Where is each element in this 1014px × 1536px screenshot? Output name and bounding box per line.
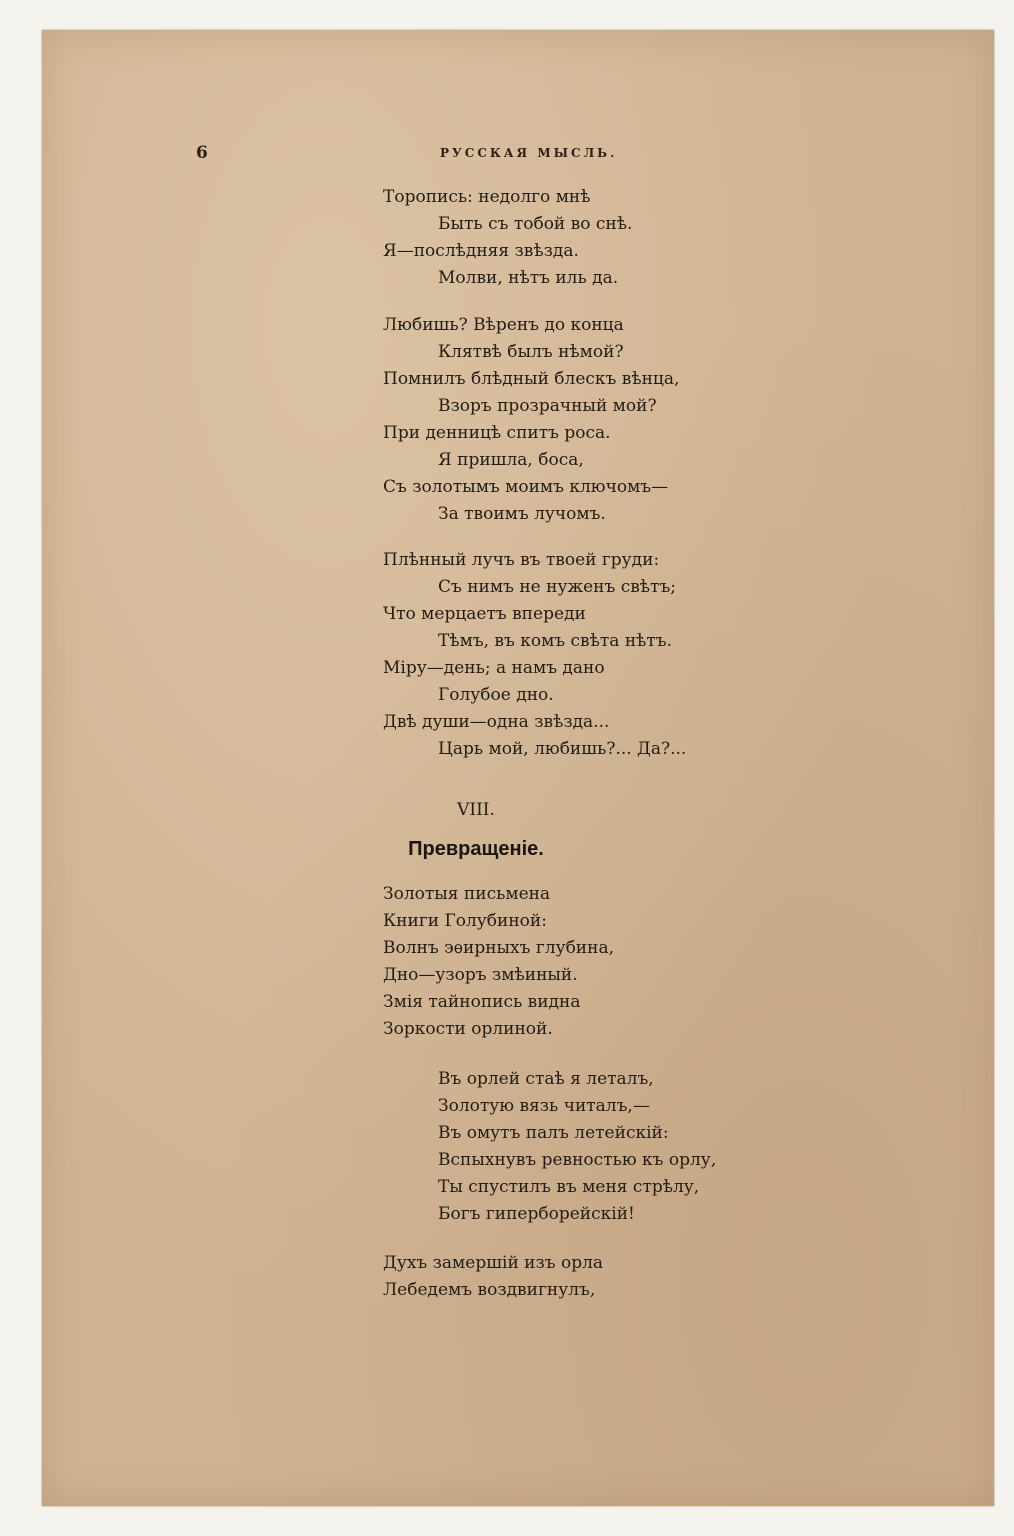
stanza-1 bbox=[383, 184, 632, 292]
section-title: Превращеніе. bbox=[408, 838, 544, 860]
verse-line: Духъ замершій изъ орла bbox=[383, 1253, 604, 1273]
verse-line: Быть съ тобой во снѣ. bbox=[438, 214, 633, 234]
verse-line: Змія тайнопись видна bbox=[383, 992, 581, 1012]
verse-line: Любишь? Вѣренъ до конца bbox=[383, 315, 624, 335]
verse-line: Съ нимъ не нуженъ свѣтъ; bbox=[438, 577, 676, 597]
verse-line: Царь мой, любишь?... Да?... bbox=[438, 739, 687, 759]
verse-line: Плѣнный лучъ въ твоей груди: bbox=[383, 550, 660, 570]
stanza-4 bbox=[383, 881, 614, 1043]
verse-line: Съ золотымъ моимъ ключомъ— bbox=[383, 477, 669, 497]
verse-line: Двѣ души—одна звѣзда... bbox=[383, 712, 610, 732]
stanza-2 bbox=[383, 312, 679, 528]
verse-line: Вспыхнувъ ревностью къ орлу, bbox=[438, 1150, 717, 1170]
verse-line: Помнилъ блѣдный блескъ вѣнца, bbox=[383, 369, 680, 389]
verse-line: Въ омутъ палъ летейскій: bbox=[438, 1123, 669, 1143]
verse-line: Клятвѣ былъ нѣмой? bbox=[438, 342, 624, 362]
stanza-3 bbox=[383, 547, 686, 763]
verse-line: Книги Голубиной: bbox=[383, 911, 547, 931]
verse-line: Зоркости орлиной. bbox=[383, 1019, 553, 1039]
verse-line: Тѣмъ, въ комъ свѣта нѣтъ. bbox=[438, 631, 673, 651]
journal-title: РУССКАЯ МЫСЛЬ. bbox=[440, 146, 618, 160]
verse-line: Голубое дно. bbox=[438, 685, 554, 705]
verse-line: Золотыя письмена bbox=[383, 884, 551, 904]
verse-line: Что мерцаетъ впереди bbox=[383, 604, 586, 624]
verse-line: Міру—день; а намъ дано bbox=[383, 658, 605, 678]
verse-line: Золотую вязь читалъ,— bbox=[438, 1096, 650, 1116]
verse-line: Я—послѣдняя звѣзда. bbox=[383, 241, 579, 261]
verse-line: Волнъ эѳирныхъ глубина, bbox=[383, 938, 615, 958]
stanza-5 bbox=[383, 1066, 716, 1228]
verse-line: Въ орлей стаѣ я леталъ, bbox=[438, 1069, 654, 1089]
verse-line: Молви, нѣтъ иль да. bbox=[438, 268, 619, 288]
stanza-6 bbox=[383, 1250, 603, 1304]
verse-line: При денницѣ спитъ роса. bbox=[383, 423, 611, 443]
verse-line: Торопись: недолго мнѣ bbox=[383, 187, 591, 207]
verse-line: Богъ гиперборейскій! bbox=[438, 1204, 635, 1224]
verse-line: За твоимъ лучомъ. bbox=[438, 504, 606, 524]
section-number: VIII. bbox=[457, 800, 495, 820]
page-number: 6 bbox=[196, 143, 208, 163]
verse-line: Лебедемъ воздвигнулъ, bbox=[383, 1280, 596, 1300]
verse-line: Дно—узоръ змѣиный. bbox=[383, 965, 578, 985]
verse-line: Взоръ прозрачный мой? bbox=[438, 396, 657, 416]
verse-line: Я пришла, боса, bbox=[438, 450, 584, 470]
verse-line: Ты спустилъ въ меня стрѣлу, bbox=[438, 1177, 700, 1197]
